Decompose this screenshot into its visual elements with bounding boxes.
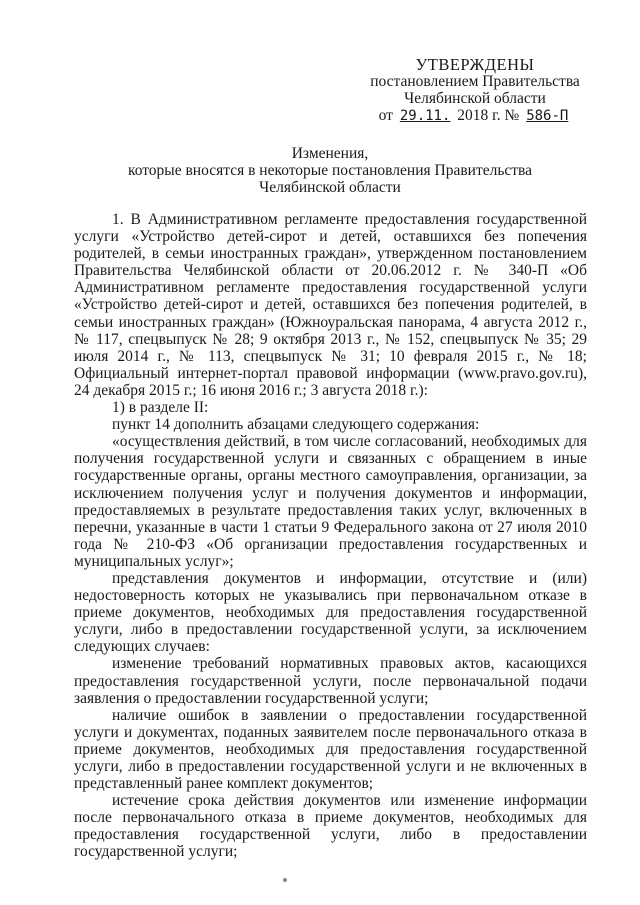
approval-line-2: Челябинской области <box>404 90 546 107</box>
approval-date: 29.11. <box>399 108 451 124</box>
approval-date-line <box>360 107 590 125</box>
paragraph-6: изменение требований нормативных правовых актов, касающихся предоставления государственной услуги, после первоначальной подачи заявления о предоставлении государственной услуги; <box>74 655 587 707</box>
approval-stamp <box>360 56 590 125</box>
approval-line-1: постановлением Правительства <box>370 73 580 90</box>
document-body <box>74 211 587 861</box>
approval-heading: УТВЕРЖДЕНЫ <box>415 55 535 74</box>
paragraph-5: представления документов и информации, отсутствие и (или) недостоверность которых не указывались при первоначальном отказе в приеме документов, необходимых для предоставления государственной услуги, либо в предоставлении государственной услуги, за исключением следующих случаев: <box>74 569 587 656</box>
paragraph-1: 1. В Административном регламенте предоставления государственной услуги «Устройство детей-сирот и детей, оставшихся без попечения родителей, в семьи иностранных граждан», утвержденном постановлением Правительства Челябинской области от 20.06.2012 г. № 340-П «Об Административном регламенте предоставления государственной услуги «Устройство детей-сирот и детей, оставшихся без попечения родителей, в семьи иностранных граждан» (Южноуральская панорама, 4 августа 2012 г., № 117, спецвыпуск № 28; 9 октября 2013 г., № 152, спецвыпуск № 35; 29 июля 2014 г., № 113, спецвыпуск № 31; 10 февраля 2015 г., № 18; Официальный интернет-портал правовой информации (www.pravo.gov.ru), 24 декабря 2015 г.; 16 июня 2016 г.; 3 августа 2018 г.): <box>74 211 587 399</box>
title-line-3: Челябинской области <box>259 179 401 196</box>
paragraph-2: 1) в разделе II: <box>112 399 209 417</box>
approval-prefix: от <box>378 107 393 124</box>
paragraph-7: наличие ошибок в заявлении о предоставлении государственной услуги и документах, поданных заявителем после первоначального отказа в приеме документов, необходимых для предоставления государственной услуги, либо в предоставлении государственной услуги и не включенных в представленный ранее комплект документов; <box>74 706 587 793</box>
scan-mark <box>283 878 287 882</box>
document-title <box>60 145 600 196</box>
paragraph-8: истечение срока действия документов или изменение информации после первоначального отказа в приеме документов, необходимых для предоставления государственной услуги, либо в предоставлении государственной услуги; <box>74 792 587 861</box>
title-line-1: Изменения, <box>291 145 369 162</box>
approval-number: 586-П <box>526 108 569 124</box>
approval-year: 2018 г. № <box>457 107 520 124</box>
title-line-2: которые вносятся в некоторые постановления Правительства <box>127 162 533 179</box>
paragraph-4: «осуществления действий, в том числе согласований, необходимых для получения государственной услуги и связанных с обращением в иные государственные органы, органы местного самоуправления, организации, за исключением получения услуг и получения документов и информации, предоставляемых в результате предоставления таких услуг, включенных в перечни, указанные в части 1 статьи 9 Федерального закона от 27 июля 2010 года № 210-ФЗ «Об организации предоставления государственных и муниципальных услуг»; <box>74 433 587 570</box>
paragraph-3: пункт 14 дополнить абзацами следующего содержания: <box>112 416 480 434</box>
